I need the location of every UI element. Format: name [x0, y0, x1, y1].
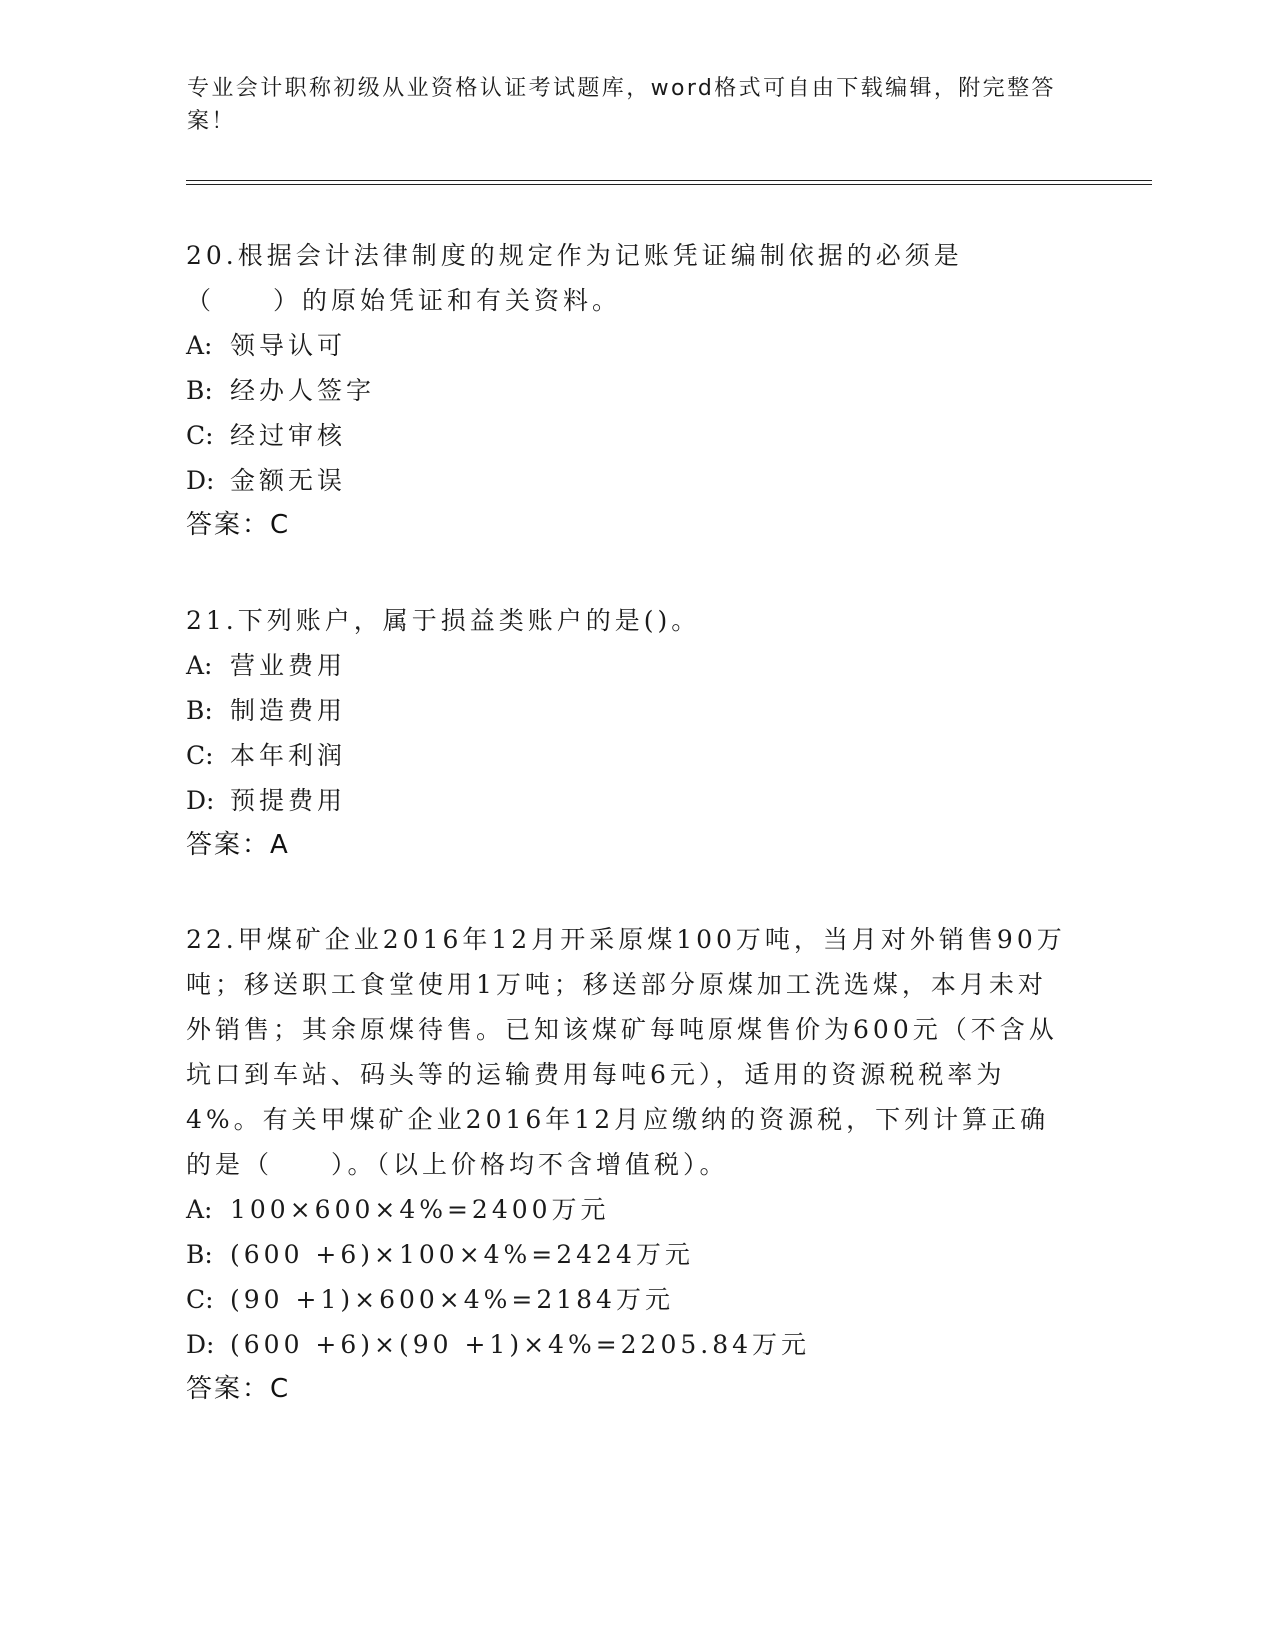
header-note: 专业会计职称初级从业资格认证考试题库，word格式可自由下载编辑，附完整答案！ [187, 76, 1056, 134]
answer: 答案：C [186, 510, 291, 540]
question-20 [186, 233, 1066, 548]
option-b [186, 688, 1066, 733]
option-key: D: [186, 786, 215, 815]
option-text: 100×600×4%=2400万元 [230, 1195, 610, 1224]
option-a [186, 643, 1066, 688]
option-text: (600 +6)×100×4%=2424万元 [230, 1240, 694, 1269]
option-text: 本年利润 [230, 741, 347, 770]
question-stem: 22.甲煤矿企业2016年12月开采原煤100万吨，当月对外销售90万吨；移送职工食堂使用1万吨；移送部分原煤加工洗选煤，本月未对外销售；其余原煤待售。已知该煤矿每吨原煤售价为600元（不含从坑口到车站、码头等的运输费用每吨6元），适用的资源税税率为4%。有关甲煤矿企业2016年12月应缴纳的资源税，下列计算正确的是（ ）。（以上价格均不含增值税）。 [186, 925, 1066, 1179]
option-key: C: [186, 1285, 214, 1314]
option-d [186, 458, 1066, 503]
option-key: B: [186, 696, 213, 725]
option-text: 领导认可 [230, 331, 347, 360]
option-key: C: [186, 421, 214, 450]
option-text: 制造费用 [230, 696, 347, 725]
option-text: 经过审核 [230, 421, 347, 450]
option-a [186, 1187, 1066, 1232]
header-divider-top [186, 180, 1152, 181]
option-b [186, 368, 1066, 413]
answer: 答案：C [186, 1374, 291, 1404]
question-21 [186, 598, 1066, 868]
question-stem: 20.根据会计法律制度的规定作为记账凭证编制依据的必须是（ ）的原始凭证和有关资料。 [186, 241, 963, 315]
option-text: (600 +6)×(90 +1)×4%=2205.84万元 [230, 1330, 811, 1359]
option-text: 经办人签字 [230, 376, 376, 405]
option-key: D: [186, 466, 215, 495]
question-stem: 21.下列账户，属于损益类账户的是()。 [186, 606, 701, 635]
header-divider-bottom [186, 184, 1152, 185]
option-text: (90 +1)×600×4%=2184万元 [230, 1285, 674, 1314]
option-key: D: [186, 1330, 215, 1359]
option-c [186, 413, 1066, 458]
option-text: 营业费用 [230, 651, 347, 680]
option-b [186, 1232, 1066, 1277]
option-key: A: [186, 331, 213, 360]
option-text: 金额无误 [230, 466, 347, 495]
option-key: B: [186, 1240, 213, 1269]
option-key: C: [186, 741, 214, 770]
option-d [186, 778, 1066, 823]
option-d [186, 1322, 1066, 1367]
question-22 [186, 917, 1066, 1412]
option-key: A: [186, 1195, 213, 1224]
option-c [186, 1277, 1066, 1322]
option-a [186, 323, 1066, 368]
answer: 答案：A [186, 830, 290, 860]
option-text: 预提费用 [230, 786, 347, 815]
option-key: A: [186, 651, 213, 680]
option-c [186, 733, 1066, 778]
option-key: B: [186, 376, 213, 405]
